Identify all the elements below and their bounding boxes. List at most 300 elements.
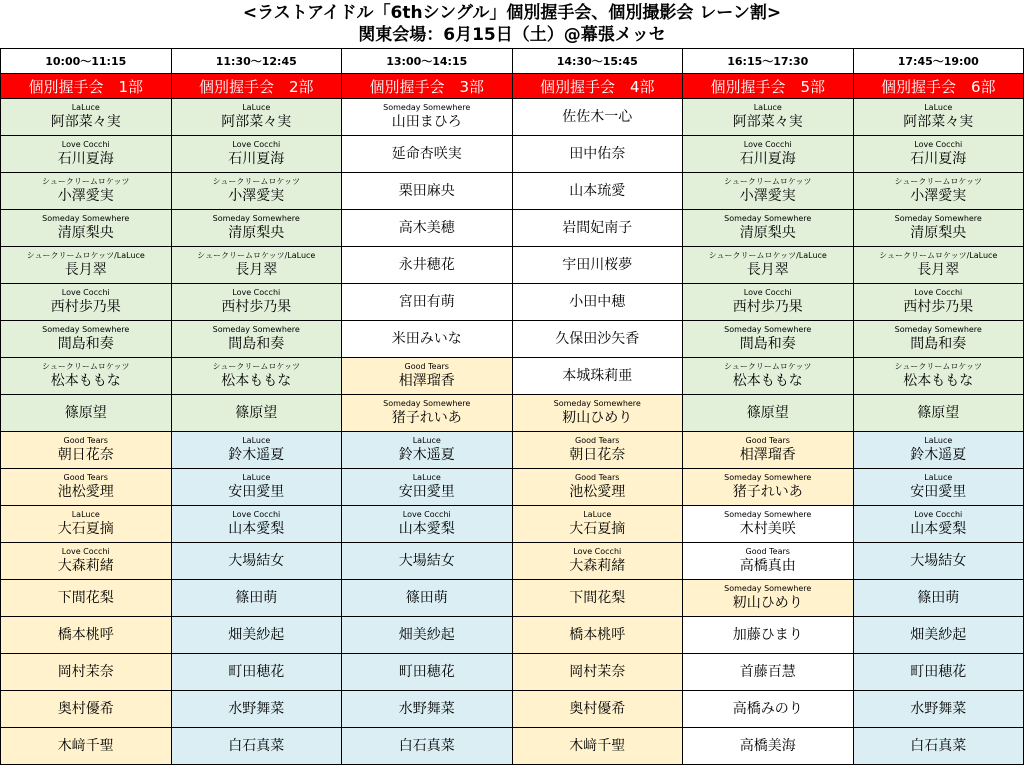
lane-cell — [683, 580, 854, 617]
page-subtitle: 関東会場：6月15日（土）@幕張メッセ — [358, 25, 666, 45]
member-name: 大場結女 — [228, 552, 285, 569]
member-name: 宮田有萌 — [398, 293, 455, 310]
group-label: Good Tears — [63, 435, 108, 445]
group-label: Love Cocchi — [61, 139, 110, 149]
table-row — [1, 432, 1024, 469]
lane-cell — [853, 395, 1024, 432]
member-name: 小田中穂 — [569, 293, 626, 310]
lane-cell — [683, 284, 854, 321]
lane-cell — [171, 358, 342, 395]
lane-cell — [171, 321, 342, 358]
lane-cell — [512, 617, 683, 654]
member-name: 木村美咲 — [739, 520, 796, 537]
lane-cell — [853, 469, 1024, 506]
group-label: LaLuce — [242, 102, 271, 112]
lane-cell — [342, 543, 513, 580]
member-name: 池松愛理 — [569, 483, 626, 500]
member-name: 安田愛里 — [398, 483, 455, 500]
table-row — [1, 543, 1024, 580]
lane-cell — [1, 728, 172, 765]
member-name: 水野舞菜 — [398, 700, 455, 717]
lane-cell — [342, 173, 513, 210]
member-name: 間島和奏 — [910, 335, 967, 352]
member-name: 阿部菜々実 — [221, 113, 292, 130]
member-name: 阿部菜々実 — [903, 113, 974, 130]
member-name: 大石夏摘 — [57, 520, 114, 537]
member-name: 加藤ひまり — [732, 626, 803, 643]
member-name: 篠田萌 — [917, 589, 960, 606]
group-label: LaLuce — [71, 509, 100, 519]
lane-cell — [853, 210, 1024, 247]
group-label: Good Tears — [63, 472, 108, 482]
lane-table — [0, 48, 1024, 765]
group-label: LaLuce — [924, 472, 953, 482]
member-name: 阿部菜々実 — [732, 113, 803, 130]
group-label: Someday Somewhere — [894, 213, 982, 223]
lane-cell — [683, 543, 854, 580]
lane-cell — [683, 321, 854, 358]
group-label: Someday Somewhere — [724, 472, 812, 482]
lane-cell — [512, 654, 683, 691]
lane-cell — [683, 173, 854, 210]
lane-cell — [853, 284, 1024, 321]
lane-cell — [512, 506, 683, 543]
group-label: シュークリームロケッツ — [42, 176, 130, 186]
lane-cell — [171, 691, 342, 728]
lane-cell — [512, 210, 683, 247]
lane-cell — [512, 691, 683, 728]
member-name: 相澤瑠香 — [739, 446, 796, 463]
member-name: 岩間妃南子 — [562, 219, 633, 236]
lane-cell — [853, 136, 1024, 173]
group-label: シュークリームロケッツ — [724, 361, 812, 371]
group-label: Someday Somewhere — [42, 324, 130, 334]
member-name: 米田みいな — [391, 330, 462, 347]
member-name: 松本ももな — [50, 372, 121, 389]
lane-cell — [683, 99, 854, 136]
group-label: Love Cocchi — [914, 139, 963, 149]
member-name: 長月翠 — [64, 261, 107, 278]
part-header: 個別握手会 3部 — [342, 74, 513, 99]
member-name: 朝日花奈 — [569, 446, 626, 463]
member-name: 町田穂花 — [398, 663, 455, 680]
table-row — [1, 469, 1024, 506]
member-name: 畑美紗起 — [910, 626, 967, 643]
member-name: 清原梨央 — [57, 224, 114, 241]
part-header: 個別握手会 5部 — [683, 74, 854, 99]
member-name: 篠田萌 — [405, 589, 448, 606]
lane-cell — [512, 99, 683, 136]
member-name: 鈴木遥夏 — [228, 446, 285, 463]
lane-cell — [171, 210, 342, 247]
lane-cell — [1, 99, 172, 136]
table-row — [1, 728, 1024, 765]
part-header: 個別握手会 1部 — [1, 74, 172, 99]
lane-cell — [512, 469, 683, 506]
member-name: 長月翠 — [235, 261, 278, 278]
group-label: Love Cocchi — [402, 509, 451, 519]
lane-cell — [683, 728, 854, 765]
lane-cell — [1, 247, 172, 284]
member-name: 大森莉緒 — [569, 557, 626, 574]
lane-cell — [683, 691, 854, 728]
group-label: Someday Somewhere — [42, 213, 130, 223]
member-name: 高橋美海 — [739, 737, 796, 754]
lane-cell — [171, 432, 342, 469]
lane-cell — [171, 506, 342, 543]
lane-cell — [171, 543, 342, 580]
group-label: Good Tears — [575, 472, 620, 482]
lane-cell — [171, 580, 342, 617]
member-name: 長月翠 — [917, 261, 960, 278]
member-name: 清原梨央 — [228, 224, 285, 241]
part-header: 個別握手会 2部 — [171, 74, 342, 99]
group-label: LaLuce — [71, 102, 100, 112]
lane-cell — [342, 395, 513, 432]
lane-cell — [853, 580, 1024, 617]
member-name: 永井穂花 — [398, 256, 455, 273]
member-name: 篠原望 — [64, 404, 107, 421]
lane-cell — [342, 358, 513, 395]
lane-cell — [171, 395, 342, 432]
member-name: 本城珠莉亜 — [562, 367, 633, 384]
member-name: 小澤愛実 — [57, 187, 114, 204]
member-name: 高橋みのり — [732, 700, 803, 717]
lane-cell — [512, 173, 683, 210]
lane-cell — [1, 580, 172, 617]
member-name: 水野舞菜 — [228, 700, 285, 717]
lane-cell — [853, 173, 1024, 210]
time-slot-header: 14:30〜15:45 — [512, 49, 683, 74]
member-name: 石川夏海 — [57, 150, 114, 167]
lane-cell — [853, 691, 1024, 728]
part-header: 個別握手会 4部 — [512, 74, 683, 99]
lane-cell — [171, 728, 342, 765]
lane-cell — [512, 358, 683, 395]
time-slot-header: 13:00〜14:15 — [342, 49, 513, 74]
table-row — [1, 654, 1024, 691]
lane-cell — [512, 321, 683, 358]
lane-cell — [512, 543, 683, 580]
group-label: Someday Somewhere — [894, 324, 982, 334]
member-name: 高橋真由 — [739, 557, 796, 574]
header — [0, 0, 1024, 48]
member-name: 小澤愛実 — [910, 187, 967, 204]
member-name: 安田愛里 — [228, 483, 285, 500]
member-name: 岡村茉奈 — [569, 663, 626, 680]
group-label: Someday Somewhere — [212, 324, 300, 334]
lane-cell — [1, 506, 172, 543]
member-name: 木﨑千聖 — [57, 737, 114, 754]
group-label: シュークリームロケッツ — [724, 176, 812, 186]
member-name: 大森莉緒 — [57, 557, 114, 574]
lane-cell — [683, 654, 854, 691]
lane-cell — [853, 728, 1024, 765]
lane-cell — [1, 358, 172, 395]
member-name: 篠田萌 — [235, 589, 278, 606]
member-name: 篠原望 — [235, 404, 278, 421]
time-header-row — [1, 49, 1024, 74]
lane-cell — [683, 395, 854, 432]
member-name: 山田まひろ — [391, 113, 462, 130]
group-label: Good Tears — [745, 546, 790, 556]
member-name: 西村歩乃果 — [903, 298, 974, 315]
lane-cell — [853, 654, 1024, 691]
lane-cell — [1, 395, 172, 432]
lane-cell — [171, 284, 342, 321]
group-label: LaLuce — [924, 102, 953, 112]
member-name: 石川夏海 — [739, 150, 796, 167]
lane-cell — [171, 99, 342, 136]
part-header: 個別握手会 6部 — [853, 74, 1024, 99]
table-row — [1, 395, 1024, 432]
group-label: Love Cocchi — [914, 509, 963, 519]
lane-cell — [342, 617, 513, 654]
lane-cell — [171, 617, 342, 654]
table-row — [1, 173, 1024, 210]
member-name: 白石真菜 — [398, 737, 455, 754]
table-row — [1, 136, 1024, 173]
group-label: Love Cocchi — [232, 287, 281, 297]
member-name: 石川夏海 — [228, 150, 285, 167]
member-name: 町田穂花 — [910, 663, 967, 680]
lane-cell — [171, 136, 342, 173]
group-label: シュークリームロケッツ — [894, 361, 982, 371]
group-label: LaLuce — [753, 102, 782, 112]
lane-cell — [683, 432, 854, 469]
member-name: 下間花梨 — [57, 589, 114, 606]
group-label: LaLuce — [924, 435, 953, 445]
member-name: 西村歩乃果 — [732, 298, 803, 315]
time-slot-header: 16:15〜17:30 — [683, 49, 854, 74]
member-name: 大場結女 — [398, 552, 455, 569]
member-name: 栗田麻央 — [398, 182, 455, 199]
group-label: LaLuce — [242, 472, 271, 482]
member-name: 山本愛梨 — [910, 520, 967, 537]
table-row — [1, 284, 1024, 321]
lane-cell — [683, 358, 854, 395]
lane-cell — [1, 173, 172, 210]
member-name: 石川夏海 — [910, 150, 967, 167]
member-name: 間島和奏 — [57, 335, 114, 352]
lane-cell — [853, 358, 1024, 395]
lane-cell — [171, 173, 342, 210]
member-name: 鈴木遥夏 — [910, 446, 967, 463]
member-name: 池松愛理 — [57, 483, 114, 500]
lane-cell — [683, 506, 854, 543]
lane-cell — [1, 284, 172, 321]
group-label: Good Tears — [745, 435, 790, 445]
lane-cell — [512, 580, 683, 617]
lane-cell — [853, 247, 1024, 284]
lane-cell — [853, 99, 1024, 136]
lane-cell — [853, 506, 1024, 543]
lane-cell — [1, 469, 172, 506]
table-row — [1, 580, 1024, 617]
member-name: 白石真菜 — [228, 737, 285, 754]
member-name: 佐佐木一心 — [562, 108, 633, 125]
group-label: シュークリームロケッツ — [212, 361, 300, 371]
member-name: 阿部菜々実 — [50, 113, 121, 130]
table-row — [1, 617, 1024, 654]
group-label: Good Tears — [575, 435, 620, 445]
group-label: LaLuce — [242, 435, 271, 445]
member-name: 小澤愛実 — [228, 187, 285, 204]
member-name: 山本愛梨 — [398, 520, 455, 537]
member-name: 町田穂花 — [228, 663, 285, 680]
lane-cell — [342, 654, 513, 691]
member-name: 長月翠 — [746, 261, 789, 278]
member-name: 安田愛里 — [910, 483, 967, 500]
group-label: Love Cocchi — [743, 139, 792, 149]
member-name: 間島和奏 — [739, 335, 796, 352]
member-name: 大石夏摘 — [569, 520, 626, 537]
member-name: 西村歩乃果 — [50, 298, 121, 315]
lane-cell — [342, 321, 513, 358]
lane-cell — [342, 432, 513, 469]
lane-cell — [853, 432, 1024, 469]
lane-cell — [512, 728, 683, 765]
member-name: 延命杏咲実 — [391, 145, 462, 162]
lane-cell — [853, 321, 1024, 358]
member-name: 山本愛梨 — [228, 520, 285, 537]
member-name: 猪子れいあ — [732, 483, 803, 500]
member-name: 久保田沙矢香 — [555, 330, 640, 347]
group-label: Love Cocchi — [232, 139, 281, 149]
group-label: シュークリームロケッツ — [42, 361, 130, 371]
lane-cell — [1, 654, 172, 691]
group-label: LaLuce — [412, 435, 441, 445]
lane-cell — [342, 136, 513, 173]
member-name: 奥村優希 — [569, 700, 626, 717]
group-label: Love Cocchi — [232, 509, 281, 519]
lane-cell — [512, 432, 683, 469]
group-label: シュークリームロケッツ — [894, 176, 982, 186]
lane-cell — [342, 210, 513, 247]
member-name: 畑美紗起 — [398, 626, 455, 643]
group-label: Someday Somewhere — [724, 324, 812, 334]
member-name: 鈴木遥夏 — [398, 446, 455, 463]
lane-cell — [171, 247, 342, 284]
table-row — [1, 247, 1024, 284]
lane-cell — [171, 469, 342, 506]
member-name: 小澤愛実 — [739, 187, 796, 204]
lane-cell — [1, 210, 172, 247]
member-name: 篠原望 — [917, 404, 960, 421]
member-name: 高木美穂 — [398, 219, 455, 236]
lane-cell — [1, 617, 172, 654]
member-name: 松本ももな — [221, 372, 292, 389]
lane-cell — [683, 247, 854, 284]
member-name: 宇田川桜夢 — [562, 256, 633, 273]
member-name: 木﨑千聖 — [569, 737, 626, 754]
group-label: Someday Somewhere — [383, 398, 471, 408]
member-name: 下間花梨 — [569, 589, 626, 606]
member-name: 首藤百慧 — [739, 663, 796, 680]
group-label: Love Cocchi — [743, 287, 792, 297]
lane-cell — [683, 136, 854, 173]
lane-cell — [342, 506, 513, 543]
group-label: Love Cocchi — [914, 287, 963, 297]
group-label: Love Cocchi — [573, 546, 622, 556]
part-header-row — [1, 74, 1024, 99]
member-name: 畑美紗起 — [228, 626, 285, 643]
member-name: 間島和奏 — [228, 335, 285, 352]
lane-cell — [342, 691, 513, 728]
group-label: Someday Somewhere — [383, 102, 471, 112]
time-slot-header: 11:30〜12:45 — [171, 49, 342, 74]
group-label: Someday Somewhere — [212, 213, 300, 223]
group-label: Love Cocchi — [61, 546, 110, 556]
lane-cell — [1, 136, 172, 173]
lane-cell — [1, 691, 172, 728]
lane-cell — [342, 99, 513, 136]
member-name: 橋本桃呼 — [57, 626, 114, 643]
member-name: 相澤瑠香 — [398, 372, 455, 389]
lane-cell — [683, 210, 854, 247]
member-name: 松本ももな — [732, 372, 803, 389]
lane-cell — [512, 136, 683, 173]
group-label: シュークリームロケッツ — [212, 176, 300, 186]
group-label: Someday Somewhere — [553, 398, 641, 408]
group-label: シュークリームロケッツ/LaLuce — [26, 250, 145, 260]
lane-cell — [853, 617, 1024, 654]
group-label: シュークリームロケッツ/LaLuce — [879, 250, 998, 260]
page-title: <ラストアイドル「6thシングル」個別握手会、個別撮影会 レーン割> — [242, 3, 782, 23]
table-row — [1, 321, 1024, 358]
member-name: 水野舞菜 — [910, 700, 967, 717]
lane-cell — [342, 580, 513, 617]
member-name: 大場結女 — [910, 552, 967, 569]
group-label: シュークリームロケッツ/LaLuce — [708, 250, 827, 260]
group-label: LaLuce — [583, 509, 612, 519]
table-row — [1, 99, 1024, 136]
table-row — [1, 210, 1024, 247]
table-row — [1, 358, 1024, 395]
group-label: LaLuce — [412, 472, 441, 482]
lane-cell — [171, 654, 342, 691]
member-name: 橋本桃呼 — [569, 626, 626, 643]
member-name: 籾山ひめり — [562, 409, 633, 426]
lane-cell — [683, 617, 854, 654]
time-slot-header: 17:45〜19:00 — [853, 49, 1024, 74]
member-name: 篠原望 — [746, 404, 789, 421]
table-row — [1, 506, 1024, 543]
group-label: Someday Somewhere — [724, 583, 812, 593]
lane-cell — [1, 432, 172, 469]
group-label: Someday Somewhere — [724, 509, 812, 519]
lane-cell — [342, 728, 513, 765]
group-label: シュークリームロケッツ/LaLuce — [197, 250, 316, 260]
table-row — [1, 691, 1024, 728]
lane-cell — [1, 321, 172, 358]
member-name: 山本琉愛 — [569, 182, 626, 199]
lane-cell — [853, 543, 1024, 580]
member-name: 西村歩乃果 — [221, 298, 292, 315]
lane-cell — [1, 543, 172, 580]
lane-cell — [512, 395, 683, 432]
group-label: Someday Somewhere — [724, 213, 812, 223]
lane-cell — [342, 247, 513, 284]
lane-cell — [512, 247, 683, 284]
member-name: 松本ももな — [903, 372, 974, 389]
lane-cell — [342, 284, 513, 321]
group-label: Good Tears — [404, 361, 449, 371]
lane-cell — [342, 469, 513, 506]
time-slot-header: 10:00〜11:15 — [1, 49, 172, 74]
member-name: 田中佑奈 — [569, 145, 626, 162]
member-name: 猪子れいあ — [391, 409, 462, 426]
